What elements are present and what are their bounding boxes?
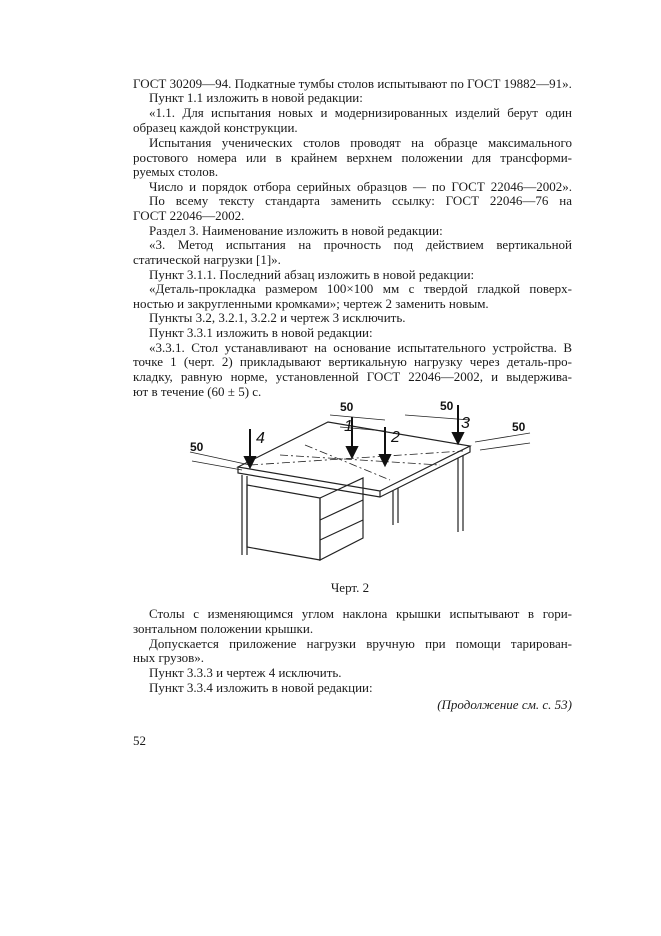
text-line: Допускается приложение нагрузки вручную при помощи тарирован- [149, 636, 572, 651]
text-line: Раздел 3. Наименование изложить в новой редакции: [149, 223, 443, 238]
page-number: 52 [133, 733, 146, 748]
text-line: точке 1 (черт. 2) прикладывают вертикальную нагрузку через деталь-про- [133, 354, 572, 369]
text-line: статической нагрузки [1]». [133, 252, 281, 267]
text-line: «1.1. Для испытания новых и модернизированных изделий берут один [149, 105, 572, 120]
point-label: 4 [256, 430, 265, 447]
text-line: кладку, равную норме, установленной ГОСТ 22046—2002, и выдержива- [133, 369, 572, 384]
point-label: 1 [344, 418, 353, 435]
text-line: Пункт 3.3.1 изложить в новой редакции: [149, 325, 373, 340]
load-arrow [453, 433, 463, 443]
dimension-label: 50 [440, 399, 454, 413]
text-line: ростового номера или в крайнем верхнем положении для трансформи- [133, 150, 572, 165]
dimension-label: 50 [190, 440, 204, 454]
desk-drawing [180, 395, 540, 575]
load-arrow [347, 447, 357, 457]
drawer-divider [320, 500, 363, 520]
dimension-label: 50 [340, 400, 354, 414]
load-arrow [380, 455, 390, 465]
text-line: ГОСТ 30209—94. Подкатные тумбы столов испытывают по ГОСТ 19882—91». [133, 76, 572, 91]
text-line: Столы с изменяющимся углом наклона крышки испытывают в гори- [149, 606, 572, 621]
tabletop-top [238, 422, 470, 491]
text-line: образец каждой конструкции. [133, 120, 298, 135]
text-line: Число и порядок отбора серийных образцов — по ГОСТ 22046—2002». [149, 179, 572, 194]
text-line: ностью и закругленными кромками»; чертеж 2 заменить новым. [133, 296, 489, 311]
text-line: руемых столов. [133, 164, 219, 179]
text-line: ных грузов». [133, 650, 205, 665]
point-label: 2 [391, 429, 400, 446]
load-arrow [245, 457, 255, 467]
drawer-pedestal-side [247, 485, 320, 560]
text-line: Пункт 3.3.4 изложить в новой редакции: [149, 680, 373, 695]
text-line: зонтальном положении крышки. [133, 621, 314, 636]
text-line: Испытания ученических столов проводят на образце максимального [149, 135, 572, 150]
text-line: ГОСТ 22046—2002. [133, 208, 245, 223]
continuation-note: (Продолжение см. с. 53) [437, 697, 572, 712]
text-line: По всему тексту стандарта заменить ссылку: ГОСТ 22046—76 на [149, 193, 572, 208]
text-line: ют в течение (60 ± 5) с. [133, 384, 262, 399]
point-label: 3 [461, 415, 470, 432]
dimension-label: 50 [512, 420, 526, 434]
text-line: Пункт 3.1.1. Последний абзац изложить в новой редакции: [149, 267, 475, 282]
text-line: «3.3.1. Стол устанавливают на основание испытательного устройства. В [149, 340, 572, 355]
text-line: Пункты 3.2, 3.2.1, 3.2.2 и чертеж 3 исключить. [149, 310, 406, 325]
text-line: «Деталь-прокладка размером 100×100 мм с твердой гладкой поверх- [149, 281, 572, 296]
text-line: Пункт 3.3.3 и чертеж 4 исключить. [149, 665, 342, 680]
text-line: Пункт 1.1 изложить в новой редакции: [149, 90, 363, 105]
figure-caption: Черт. 2 [330, 580, 370, 595]
text-line: «3. Метод испытания на прочность под действием вертикальной [149, 237, 572, 252]
